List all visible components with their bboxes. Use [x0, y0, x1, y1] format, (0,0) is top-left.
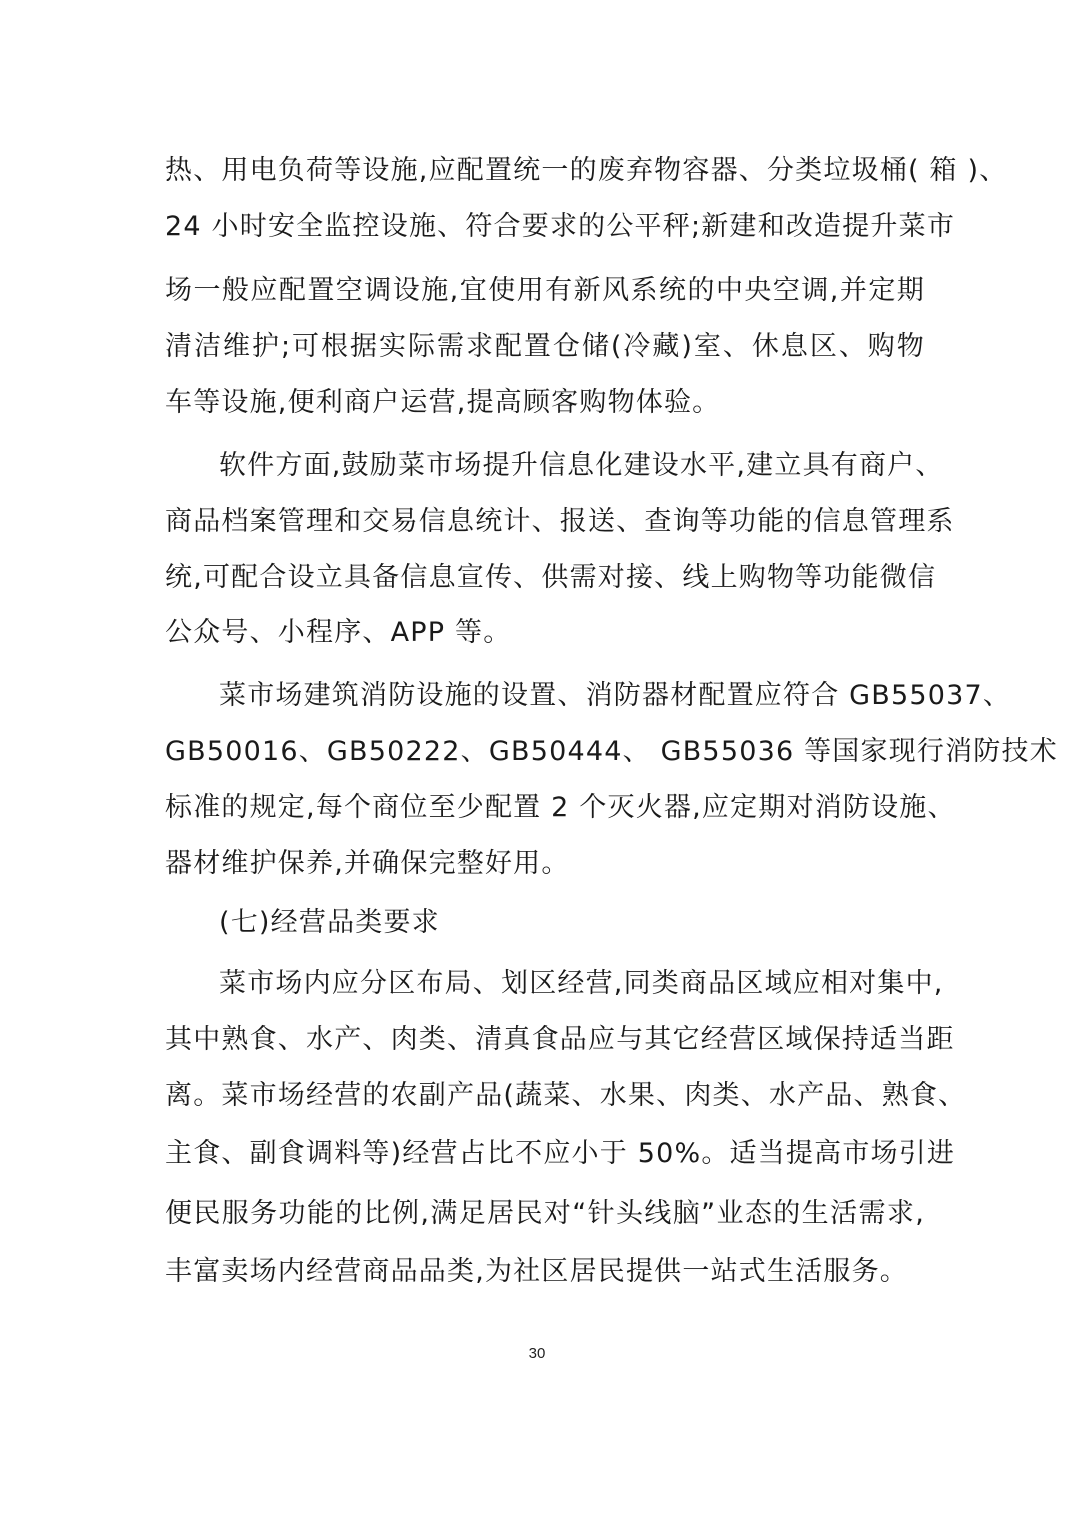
page-number: 30: [528, 1345, 546, 1362]
text-line: 商品档案管理和交易信息统计、报送、查询等功能的信息管理系: [165, 506, 955, 537]
text-line: 公众号、小程序、APP 等。: [165, 617, 512, 648]
paragraph-first-line: 菜市场内应分区布局、划区经营,同类商品区域应相对集中,: [219, 968, 944, 999]
section-heading: (七)经营品类要求: [219, 907, 440, 938]
text-line: 24 小时安全监控设施、符合要求的公平秤;新建和改造提升菜市: [165, 211, 956, 242]
text-line: 离。菜市场经营的农副产品(蔬菜、水果、肉类、水产品、熟食、: [165, 1080, 967, 1111]
paragraph-first-line: 软件方面,鼓励菜市场提升信息化建设水平,建立具有商户、: [219, 450, 944, 481]
text-line: 其中熟食、水产、肉类、清真食品应与其它经营区域保持适当距: [165, 1024, 955, 1055]
paragraph-first-line: 菜市场建筑消防设施的设置、消防器材配置应符合 GB55037、: [219, 680, 1012, 711]
text-line: 统,可配合设立具备信息宣传、供需对接、线上购物等功能微信: [165, 562, 937, 593]
text-line: 清洁维护;可根据实际需求配置仓储(冷藏)室、休息区、购物: [165, 331, 925, 362]
text-line: 车等设施,便利商户运营,提高顾客购物体验。: [165, 387, 721, 418]
text-line: 场一般应配置空调设施,宜使用有新风系统的中央空调,并定期: [165, 275, 925, 306]
text-line: 标准的规定,每个商位至少配置 2 个灭火器,应定期对消防设施、: [165, 792, 956, 823]
text-line: 主食、副食调料等)经营占比不应小于 50%。适当提高市场引进: [165, 1138, 956, 1169]
text-line: 丰富卖场内经营商品品类,为社区居民提供一站式生活服务。: [165, 1256, 908, 1287]
text-line: 热、用电负荷等设施,应配置统一的废弃物容器、分类垃圾桶( 箱 )、: [165, 155, 1008, 186]
text-line: GB50016、GB50222、GB50444、 GB55036 等国家现行消防技术: [165, 736, 1058, 767]
text-line: 器材维护保养,并确保完整好用。: [165, 848, 570, 879]
text-line: 便民服务功能的比例,满足居民对“针头线脑”业态的生活需求,: [165, 1198, 925, 1229]
